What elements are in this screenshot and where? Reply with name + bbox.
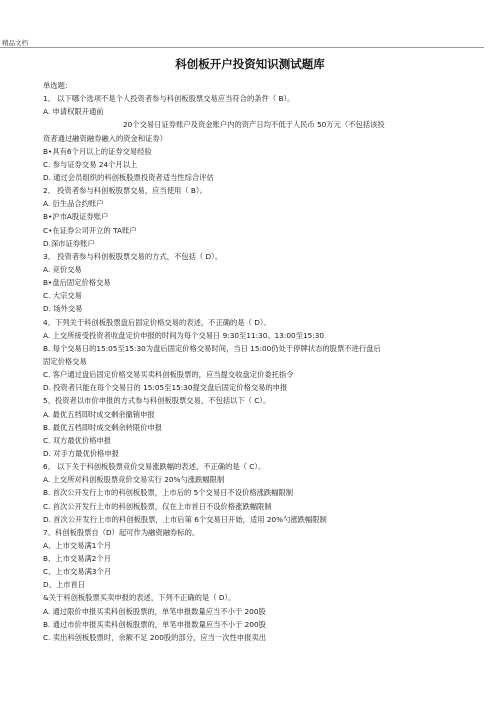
text-line: B•沪市A股证券账户 bbox=[43, 212, 109, 222]
text-line: 6、 以下关于科创板股票竞价交易涨跌幅的表述，不正确的是（ C）。 bbox=[43, 462, 266, 472]
text-line: B. 通过市价申报买卖科创板股票的，单笔申报数量应当不小于 200股 bbox=[43, 619, 266, 629]
text-line: C. 双方最优价格申报 bbox=[43, 435, 112, 445]
text-line: A. 上交所接受投资者收盘定价申报的时间为每个交易日 9:30至11:30、13:00至15:30 bbox=[43, 330, 325, 340]
text-line: 资者通过融资融券融入的资金和证券） bbox=[43, 133, 168, 143]
text-line: D. 首次公开发行上市的科创板股票，上市后第 6个交易日开始，适用 20%勺涨跌幅限制 bbox=[43, 514, 327, 524]
text-line: A. 上交所对科创板股票竞价交易实行 20%勺涨跌幅限制 bbox=[43, 475, 225, 485]
text-line: C. 客户通过盘后固定价格交易买卖科创板股票的，应当提交收盘定价委托指令 bbox=[43, 370, 294, 380]
text-line: 2、 投资者参与科创板股票交易，应当使用（ B）。 bbox=[43, 186, 207, 196]
text-line: D. 投资者只能在每个交易日的 15:05至15:30提交盘后固定价格交易的申报 bbox=[43, 383, 288, 393]
header-rule bbox=[0, 47, 484, 48]
text-line: 3、 投资者参与科创板股票交易的方式，不包括（ D）。 bbox=[43, 251, 223, 261]
text-line: A、上市交易满1个月 bbox=[43, 540, 112, 550]
text-line: B、上市交易满2个月 bbox=[43, 554, 112, 564]
text-line: C. 首次公开发行上市的科创板股票，仅在上市首日不设价格涨跌幅限制 bbox=[43, 501, 272, 511]
text-line: D. 对手方最优价格申报 bbox=[43, 448, 119, 458]
text-line: A. 衍生品合约账户 bbox=[43, 199, 104, 209]
text-line: B. 最优五档即时成交剩余转限价申报 bbox=[43, 422, 163, 432]
text-line: B•具有6个月以上的证券交易经验 bbox=[43, 146, 152, 156]
text-line: C•在证券公司开立的 TA账户 bbox=[43, 225, 137, 235]
text-line: D.深市证券账户 bbox=[43, 238, 95, 248]
text-line: B. 每个交易日的15:05至15:30为盘后固定价格交易时间，当日 15:00仍处于停牌状态的股票不进行盘后 bbox=[43, 343, 381, 353]
text-line: D. 场外交易 bbox=[43, 304, 83, 314]
document-body bbox=[43, 79, 483, 644]
text-line: C. 大宗交易 bbox=[43, 291, 82, 301]
text-line: A. 申请权限开通前 bbox=[43, 107, 104, 117]
text-line: 固定价格交易 bbox=[43, 356, 87, 366]
text-line: &关于科创板股票买卖申报的表述，下列不正确的是（ D）。 bbox=[43, 593, 236, 603]
text-line: A. 最优五档即时成交剩余撤销申报 bbox=[43, 409, 155, 419]
text-line: C、上市交易满3个月 bbox=[43, 567, 112, 577]
text-line: B. 首次公开发行上市的科创板股票，上市后的 5个交易日不设价格涨跌幅限制 bbox=[43, 488, 294, 498]
page-title: 科创板开户投资知识测试题库 bbox=[175, 57, 325, 71]
text-line: 5、投资者以市价申报的方式参与科创板股票交易，不包括以下（ C）。 bbox=[43, 396, 271, 406]
text-line: A. 竞价交易 bbox=[43, 264, 82, 274]
text-line: D. 通过会员组织的科创板股票投资者适当性综合评估 bbox=[43, 172, 214, 182]
text-line: B•盘后固定价格交易 bbox=[43, 278, 111, 288]
text-line: C. 卖出科创板股票时，余额不足 200股的部分，应当一次性申报卖出 bbox=[43, 632, 266, 642]
text-line: D、上市首日 bbox=[43, 580, 86, 590]
text-line: 7、科创板股票自（D）起可作为融资融券标的。 bbox=[43, 527, 200, 537]
text-line: 4、下列关于科创板股票盘后固定价格交易的表述，不正确的是（ D）。 bbox=[43, 317, 271, 327]
text-line: C. 参与证券交易 24个月以上 bbox=[43, 159, 138, 169]
text-line: 20个交易日证券账户及资金账户内的资产日均不低于人民币 50万元（不包括该投 bbox=[123, 120, 385, 130]
header-tag: 精品文档 bbox=[2, 39, 28, 47]
text-line: 单选题： bbox=[43, 81, 73, 90]
text-line: 1、 以下哪个选项不是个人投资者参与科创板股票交易应当符合的条件（ B）。 bbox=[43, 94, 295, 104]
text-line: A. 通过限价申报买卖科创板股票的，单笔申报数量应当不小于 200股 bbox=[43, 606, 266, 616]
